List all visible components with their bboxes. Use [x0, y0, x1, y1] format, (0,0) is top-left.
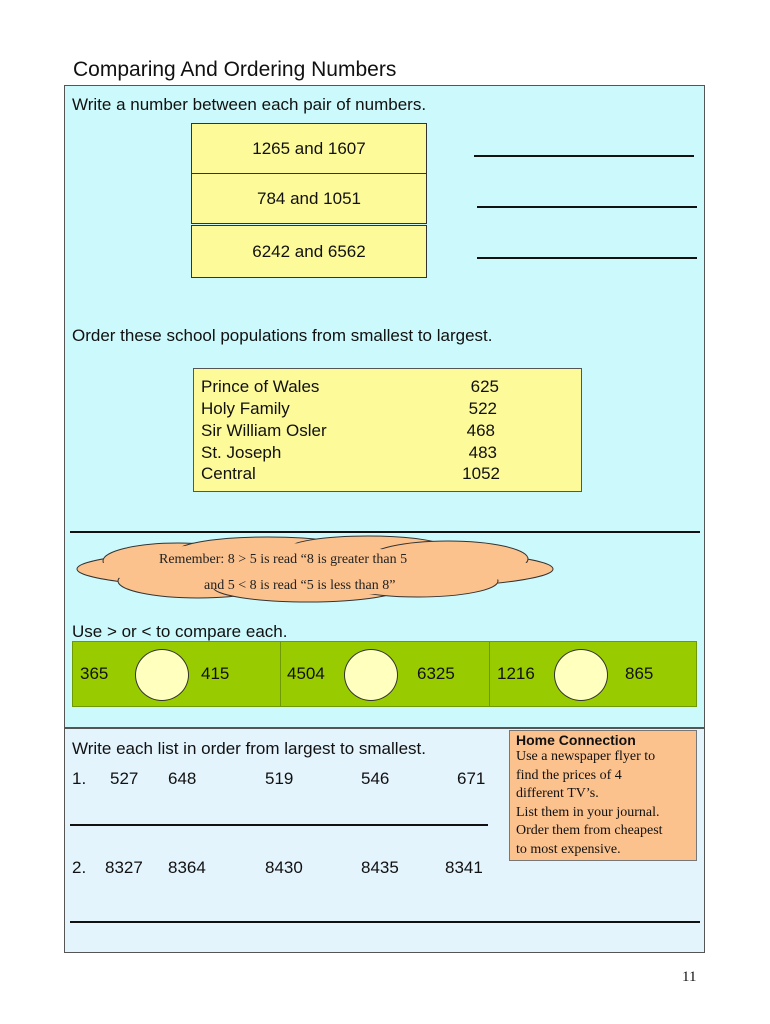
- page-title: Comparing And Ordering Numbers: [73, 58, 397, 81]
- answer-line-schools[interactable]: [70, 531, 700, 533]
- school-populations-box: [193, 368, 582, 492]
- home-connection-line: List them in your journal.: [516, 804, 660, 820]
- compare-bar: [72, 641, 697, 707]
- home-connection-line: find the prices of 4: [516, 767, 622, 783]
- home-connection-line: to most expensive.: [516, 841, 621, 857]
- list-label: 2.: [72, 858, 87, 877]
- home-connection-line: Order them from cheapest: [516, 823, 663, 838]
- reminder-line-2: and 5 < 8 is read “5 is less than 8”: [204, 578, 396, 593]
- compare-right: 6325: [417, 664, 455, 683]
- compare-left: 1216: [497, 664, 535, 683]
- answer-line-list-2[interactable]: [70, 921, 700, 923]
- school-population: 468: [466, 421, 495, 440]
- pair-box-2: [191, 173, 427, 224]
- reminder-line-1: Remember: 8 > 5 is read “8 is greater than 5: [159, 552, 408, 567]
- list-number: 648: [168, 769, 197, 788]
- school-name: Prince of Wales: [201, 377, 320, 396]
- pair-box-3: [191, 225, 427, 278]
- list-number: 8364: [168, 858, 206, 877]
- list-number: 8327: [105, 858, 143, 877]
- pair-text: 784 and 1051: [257, 188, 361, 208]
- list-label: 1.: [72, 769, 87, 788]
- compare-right: 865: [625, 664, 654, 683]
- answer-line-2[interactable]: [477, 206, 697, 208]
- school-population: 1052: [462, 464, 500, 483]
- list-number: 8435: [361, 858, 399, 877]
- school-population: 625: [470, 377, 499, 396]
- compare-answer-circle[interactable]: [135, 649, 189, 701]
- list-number: 519: [265, 769, 294, 788]
- list-number: 8341: [445, 858, 483, 877]
- pair-text: 1265 and 1607: [252, 138, 366, 158]
- instruction-between: Write a number between each pair of numbers.: [72, 95, 427, 114]
- home-connection-box: [509, 730, 697, 861]
- list-number: 8430: [265, 858, 303, 877]
- page-number: 11: [682, 969, 697, 985]
- home-connection-line: Use a newspaper flyer to: [516, 749, 656, 764]
- answer-line-list-1[interactable]: [70, 824, 488, 826]
- compare-answer-circle[interactable]: [554, 649, 608, 701]
- compare-left: 4504: [287, 664, 325, 683]
- compare-left: 365: [80, 664, 109, 683]
- school-name: Central: [201, 464, 256, 483]
- school-population: 522: [468, 399, 497, 418]
- compare-cell-1: [73, 642, 281, 706]
- school-name: Holy Family: [201, 399, 290, 418]
- list-number: 527: [110, 769, 139, 788]
- instruction-schools: Order these school populations from smallest to largest.: [72, 326, 493, 345]
- compare-cell-3: [490, 642, 696, 706]
- pair-box-1: [191, 123, 427, 174]
- list-number: 546: [361, 769, 390, 788]
- instruction-compare: Use > or < to compare each.: [72, 622, 288, 641]
- list-number: 671: [457, 769, 486, 788]
- pair-text: 6242 and 6562: [252, 241, 366, 261]
- answer-line-3[interactable]: [477, 257, 697, 259]
- home-connection-heading: Home Connection: [516, 732, 636, 748]
- school-name: Sir William Osler: [201, 421, 327, 440]
- compare-answer-circle[interactable]: [344, 649, 398, 701]
- school-name: St. Joseph: [201, 443, 282, 462]
- compare-cell-2: [281, 642, 490, 706]
- school-population: 483: [468, 443, 497, 462]
- answer-line-1[interactable]: [474, 155, 694, 157]
- compare-right: 415: [201, 664, 230, 683]
- home-connection-line: different TV’s.: [516, 786, 599, 801]
- instruction-order: Write each list in order from largest to smallest.: [72, 739, 426, 758]
